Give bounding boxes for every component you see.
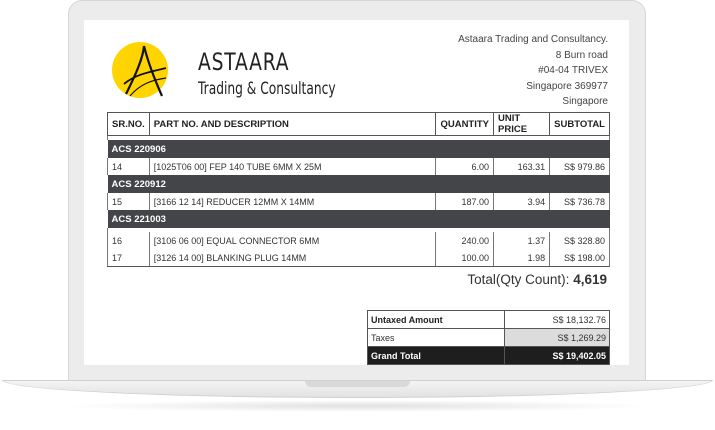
totals-summary-table (367, 310, 610, 365)
header-part: PART NO. AND DESCRIPTION (149, 113, 436, 136)
cell-quantity: 240.00 (436, 232, 494, 249)
cell-unit-price: 163.31 (494, 158, 550, 175)
table-row[interactable] (108, 249, 610, 267)
cell-srno: 14 (108, 158, 150, 175)
address-line: Singapore 369977 (526, 80, 608, 92)
taxes-label: Taxes (368, 329, 505, 347)
group-label: ACS 220912 (108, 175, 610, 193)
table-row[interactable] (108, 232, 610, 249)
grand-total-label: Grand Total (368, 347, 505, 365)
cell-part: [3126 14 00] BLANKING PLUG 14MM (149, 249, 436, 267)
cell-subtotal: S$ 979.86 (550, 158, 610, 175)
header-srno: SR.NO. (108, 113, 150, 136)
cell-part: [1025T06 00] FEP 140 TUBE 6MM X 25M (149, 158, 436, 175)
cell-unit-price: 3.94 (494, 193, 550, 210)
header-quantity: QUANTITY (436, 113, 494, 136)
group-label: ACS 220906 (108, 140, 610, 158)
logo-name: ASTAARA (198, 48, 290, 76)
untaxed-value: S$ 18,132.76 (505, 311, 610, 329)
company-address (458, 32, 608, 110)
grand-total-value: S$ 19,402.05 (505, 347, 610, 365)
cell-quantity: 6.00 (436, 158, 494, 175)
table-header-row (108, 113, 610, 136)
taxes-value: S$ 1,269.29 (505, 329, 610, 347)
company-logo (112, 42, 336, 102)
cell-part: [3106 06 00] EQUAL CONNECTOR 6MM (149, 232, 436, 249)
group-row (108, 175, 610, 193)
laptop-notch (305, 381, 410, 387)
group-row (108, 210, 610, 228)
address-line: #04-04 TRIVEX (538, 65, 608, 76)
cell-part: [3166 12 14] REDUCER 12MM X 14MM (149, 193, 436, 210)
cell-srno: 15 (108, 193, 150, 210)
total-qty-value: 4,619 (573, 272, 607, 287)
taxes-row (368, 329, 610, 347)
cell-subtotal: S$ 198.00 (550, 249, 610, 267)
untaxed-label: Untaxed Amount (368, 311, 505, 329)
group-row (108, 140, 610, 158)
untaxed-row (368, 311, 610, 329)
cell-unit-price: 1.98 (494, 249, 550, 267)
cell-srno: 17 (108, 249, 150, 267)
cell-srno: 16 (108, 232, 150, 249)
logo-mark-icon (122, 44, 168, 100)
group-label: ACS 221003 (108, 210, 610, 228)
address-line: Astaara Trading and Consultancy. (458, 34, 608, 45)
cell-quantity: 100.00 (436, 249, 494, 267)
total-qty-count (467, 272, 607, 287)
address-line: 8 Burn road (555, 49, 608, 61)
cell-subtotal: S$ 328.80 (550, 232, 610, 249)
logo-tagline: Trading & Consultancy (198, 79, 336, 99)
cell-quantity: 187.00 (436, 193, 494, 210)
cell-unit-price: 1.37 (494, 232, 550, 249)
cell-subtotal: S$ 736.78 (550, 193, 610, 210)
laptop-shadow (60, 400, 655, 412)
invoice-items-table (107, 112, 610, 267)
address-line: Singapore (562, 96, 608, 107)
total-qty-label: Total(Qty Count): (467, 272, 570, 287)
table-row[interactable] (108, 193, 610, 210)
grand-total-row (368, 347, 610, 365)
invoice-screen (84, 20, 629, 365)
table-row[interactable] (108, 158, 610, 175)
header-subtotal: SUBTOTAL (550, 113, 610, 136)
header-unit-price: UNIT PRICE (494, 113, 550, 136)
